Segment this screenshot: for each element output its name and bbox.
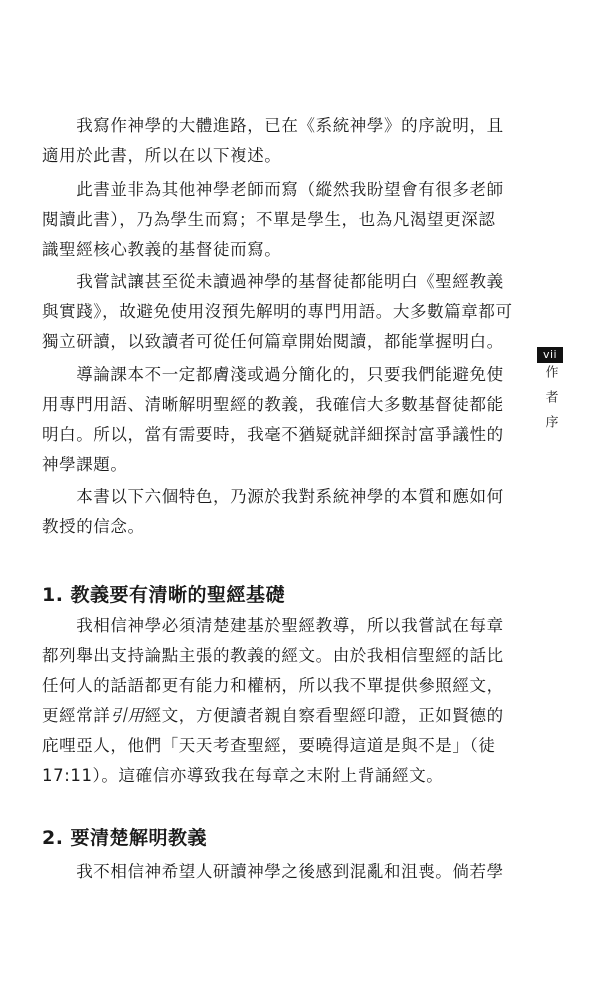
side-tab [537, 347, 563, 440]
paragraph-terminology [42, 267, 512, 357]
page-number: vii [537, 347, 563, 363]
text-line: 與實踐》，故避免使用沒預先解明的專門用語。大多數篇章都可 [42, 302, 513, 321]
text-line: 我寫作神學的大體進路，已在《系統神學》的序說明，且 [42, 116, 504, 135]
text-line: 獨立研讀，以致讀者可從任何篇章開始閱讀，都能掌握明白。 [42, 332, 504, 351]
text-line: 明白。所以，當有需要時，我毫不猶疑就詳細探討富爭議性的 [42, 425, 504, 444]
text-line: 17:11）。這確信亦導致我在每章之末附上背誦經文。 [42, 766, 444, 785]
text-line: 我嘗試讓甚至從未讀過神學的基督徒都能明白《聖經教義 [42, 272, 504, 291]
text-line: 識聖經核心教義的基督徒而寫。 [42, 240, 282, 259]
text-line: 用專門用語、清晰解明聖經的教義，我確信大多數基督徒都能 [42, 395, 504, 414]
text-line: 此書並非為其他神學老師而寫（縱然我盼望會有很多老師 [42, 180, 504, 199]
text-line: 我不相信神希望人研讀神學之後感到混亂和沮喪。倘若學 [42, 862, 504, 881]
paragraph-introductory [42, 360, 512, 480]
text-line: 神學課題。 [42, 455, 128, 474]
paragraph-audience [42, 175, 512, 265]
text-line: 本書以下六個特色，乃源於我對系統神學的本質和應如何 [42, 487, 504, 506]
paragraph-biblical-basis [42, 611, 512, 791]
text-fragment: 經文，方便讀者親自察看聖經印證，正如賢德的 [144, 706, 504, 725]
text-line: 任何人的話語都更有能力和權柄，所以我不單提供參照經文， [42, 676, 504, 695]
emphasis-text: 引用 [110, 706, 145, 725]
text-line: 適用於此書，所以在以下複述。 [42, 146, 282, 165]
text-line: 教授的信念。 [42, 517, 145, 536]
chapter-tab-label: 作者序 [542, 365, 558, 440]
paragraph-features [42, 482, 512, 542]
text-line: 我相信神學必須清楚建基於聖經教導，所以我嘗試在每章 [42, 616, 504, 635]
text-line: 閱讀此書），乃為學生而寫；不單是學生，也為凡渴望更深認 [42, 210, 496, 229]
section-heading-biblical-basis: 1. 教義要有清晰的聖經基礎 [42, 584, 286, 606]
text-line: 都列舉出支持論點主張的教義的經文。由於我相信聖經的話比 [42, 646, 504, 665]
text-fragment: 更經常詳 [42, 706, 111, 725]
text-line: 庇哩亞人，他們「天天考查聖經，要曉得這道是與不是」（徒 [42, 736, 496, 755]
section-heading-explain-clearly: 2. 要清楚解明教義 [42, 827, 208, 849]
text-line [42, 701, 512, 731]
text-line: 導論課本不一定都膚淺或過分簡化的，只要我們能避免使 [42, 365, 504, 384]
paragraph-explain-clearly [42, 857, 512, 887]
paragraph-approach [42, 111, 512, 171]
